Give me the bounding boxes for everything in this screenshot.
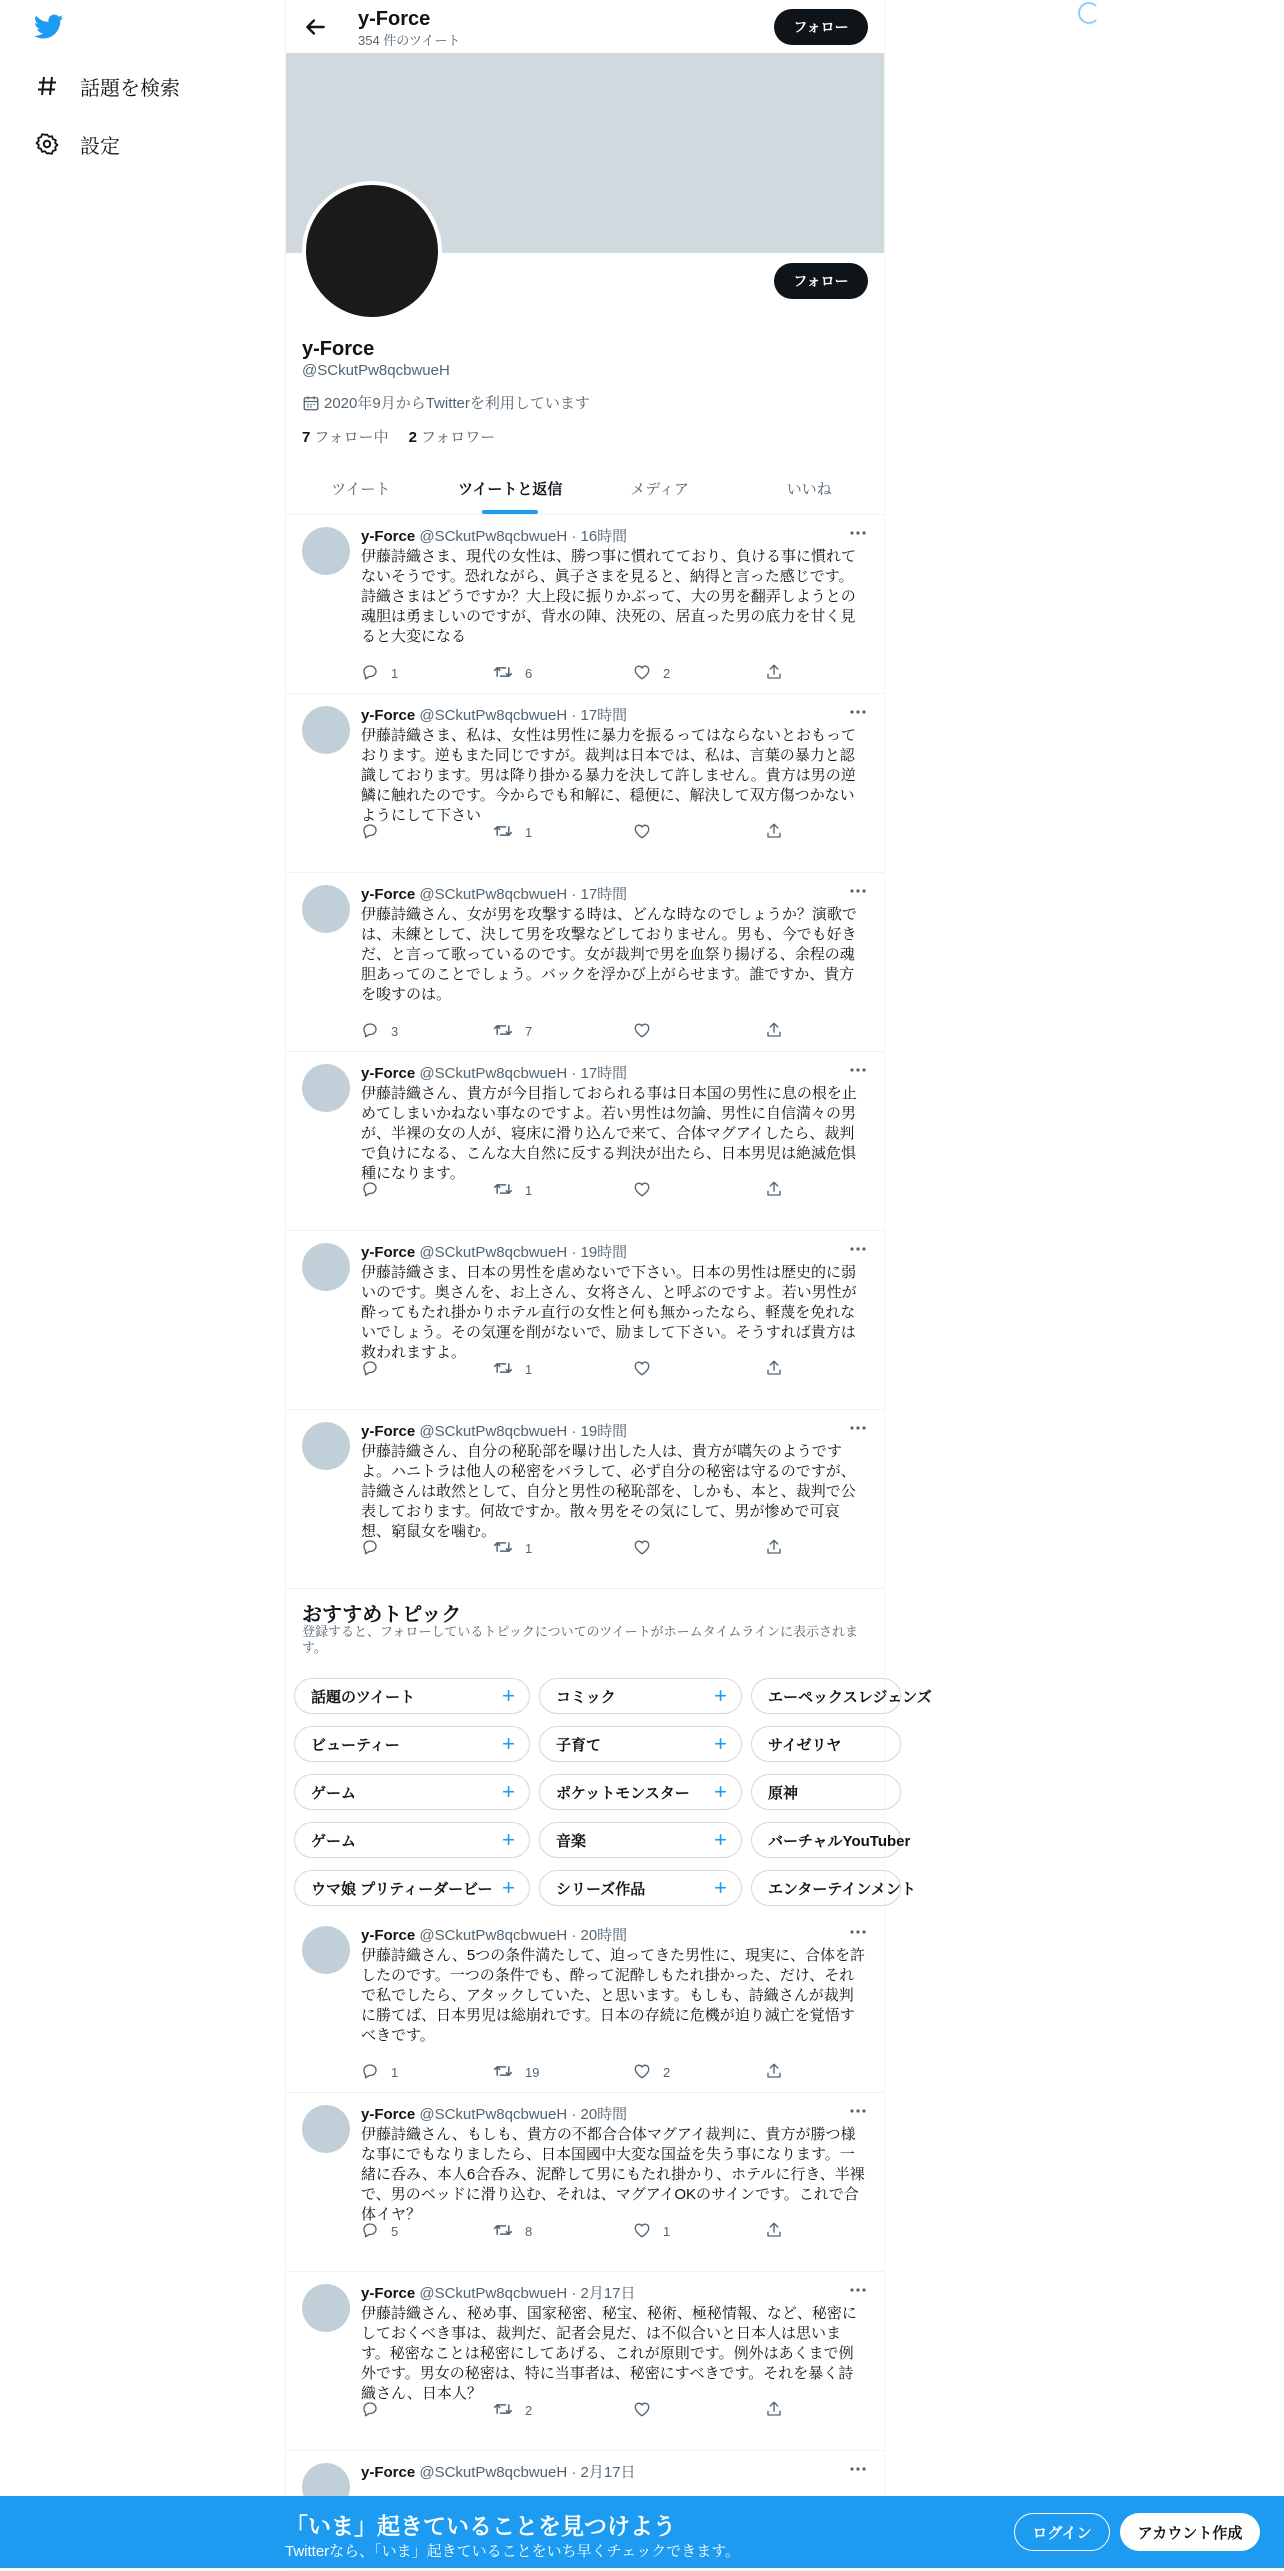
retweet-button[interactable] [493,2062,539,2083]
tweet-avatar[interactable] [302,1422,350,1470]
like-button[interactable] [633,1359,663,1380]
share-button[interactable] [765,1538,795,1559]
signup-subline: Twitterなら、「いま」起きていることをいち早くチェックできます。 [285,2543,741,2560]
topic-chip-label: ウマ娘 プリティーダービー [311,1880,493,1898]
profile-joined-text: 2020年9月からTwitterを利用しています [324,395,590,412]
retweet-count: 7 [525,1024,533,1039]
like-icon [633,2062,663,2083]
tweet-author-name[interactable]: y-Force [361,1244,416,1261]
profile-handle: @SCkutPw8qcbwueH [302,362,450,379]
tweet-text: 伊藤詩織さま、日本の男性を虐めないで下さい。日本の男性は歴史的に弱いのです。奥さんを、お上さん、女将さん、と呼ぶのですよ。若い男性が酔ってもたれ掛かりホテル直行の女性と何も無かったなら、軽蔑を免れないでしょう。その気運を削がないで、励まして下さい。そうすれば貴方は救われますよ。 [361,1264,857,1361]
tweet-item[interactable] [286,1410,884,1589]
tweet-header [361,704,627,725]
signup-bar [0,2496,1284,2568]
profile-column [285,0,932,2568]
like-count: 2 [663,2065,671,2080]
tweet-meta[interactable]: @SCkutPw8qcbwueH · 19時間 [419,1244,628,1261]
tweet-actions [361,1359,791,1379]
tab-tweets-replies[interactable]: ツイートと返信 [436,462,586,514]
topic-chip[interactable] [294,1726,530,1762]
retweet-icon [493,1538,525,1559]
reply-button[interactable] [361,1359,391,1380]
topic-chip-label: 話題のツイート [311,1688,415,1706]
reply-icon [361,822,391,843]
tweet-item[interactable] [286,515,884,694]
topic-chip[interactable] [751,1822,911,1858]
tweet-author-name[interactable]: y-Force [361,707,416,724]
plus-icon[interactable]: + [714,1875,727,1900]
profile-follow-stats [302,426,515,447]
more-options-icon[interactable] [848,1922,868,1942]
reply-icon [361,2400,391,2421]
login-button[interactable]: ログイン [1014,2513,1110,2551]
like-icon [633,1021,663,1042]
topic-chip[interactable] [294,1870,530,1906]
tweet-author-name[interactable]: y-Force [361,2464,416,2481]
tweet-text: 伊藤詩織さま、現代の女性は、勝つ事に慣れてており、負ける事に慣れてないそうです。恐れながら、眞子さまを見ると、納得と言った感じです。詩織さまはどうですか？大上段に振りかぶって、大の男を翻弄しようとの魂胆は勇ましいのですが、背水の陣、決死の、居直った男の底力を甘く見ると大変になる [361,548,857,645]
tweet-avatar[interactable] [302,527,350,575]
tweet-header [361,2461,636,2482]
like-icon [633,663,663,684]
topic-chip[interactable] [751,1774,901,1810]
tweet-meta[interactable]: @SCkutPw8qcbwueH · 17時間 [419,707,628,724]
tweet-avatar[interactable] [302,2105,350,2153]
topic-chip-label: エンターテインメント [768,1880,916,1898]
following-count: 7 [302,429,311,446]
more-options-icon[interactable] [848,1060,868,1080]
tweet-text: 伊藤詩織さん、もしも、貴方の不都合合体マグアイ裁判に、貴方が勝つ様な事にでもなりましたら、日本国國中大変な国益を失う事になります。一緒に呑み、本人6合呑み、泥酔して男にもたれ掛かり、ホテルに行き、半裸で、男のベッドに滑り込む、それは、マグアイOKのサインです。これで合体イヤ？ [361,2126,865,2223]
tweet-text: 伊藤詩織さん、秘め事、国家秘密、秘宝、秘術、極秘情報、など、秘密にしておくべき事は、裁判だ、記者会見だ、は不似合いと日本人は思います。秘密なことは秘密にしてあげる、これが原則です。例外はあくまで例外です。男女の秘密は、特に当事者は、秘密にすべきです。それを暴く詩織さん、日本人？ [361,2305,857,2402]
topic-chip-label: シリーズ作品 [556,1880,646,1898]
more-options-icon[interactable] [848,1418,868,1438]
signup-headline: 「いま」起きていることを見つけよう [285,2513,676,2539]
topic-chip[interactable] [751,1870,916,1906]
retweet-count: 1 [525,1183,533,1198]
tweet-meta[interactable]: @SCkutPw8qcbwueH · 19時間 [419,1423,628,1440]
following-link[interactable] [302,426,389,447]
topic-chip[interactable] [294,1774,530,1810]
retweet-count: 19 [525,2065,540,2080]
reply-count: 1 [391,2065,399,2080]
plus-icon[interactable]: + [502,1731,515,1756]
header-name: y-Force [358,8,431,30]
share-icon [765,2221,795,2242]
share-button[interactable] [765,2400,795,2421]
tweet-author-name[interactable]: y-Force [361,1065,416,1082]
topic-chip-label: ポケットモンスター [556,1784,690,1802]
tweet-actions [361,1538,791,1558]
share-button[interactable] [765,2062,795,2083]
more-options-icon[interactable] [848,2280,868,2300]
share-icon [765,2062,795,2083]
twitter-logo-icon[interactable] [34,14,64,40]
retweet-icon [493,2221,525,2242]
tweet-author-name[interactable]: y-Force [361,2285,416,2302]
reply-icon [361,1021,391,1042]
tweet-header [361,883,627,904]
retweet-button[interactable] [493,1180,532,1201]
profile-tabs [286,462,884,515]
tweet-header [361,1924,627,1945]
reply-icon [361,2062,391,2083]
like-button[interactable] [633,2062,670,2083]
like-icon [633,1538,663,1559]
like-button[interactable] [633,1180,663,1201]
share-button[interactable] [765,822,795,843]
like-icon [633,1359,663,1380]
tweet-meta[interactable]: @SCkutPw8qcbwueH · 17時間 [419,1065,628,1082]
tweet-meta[interactable]: @SCkutPw8qcbwueH · 20時間 [419,1927,628,1944]
tweet-text: 伊藤詩織さん、女が男を攻撃する時は、どんな時なのでしょうか？演歌では、未練として、決して男を攻撃などしておりません。男も、今でも好きだ、と言って歌っているのです。女が裁判で男を血祭り揚げる、余程の魂胆あってのことでしょう。バックを浮かび上がらせます。誰ですか、貴方を唆すのは。 [361,906,857,1003]
tweet-text: 伊藤詩織さん、貴方が今目指しておられる事は日本国の男性に息の根を止めてしまいかねない事なのですよ。若い男性は勿論、男性に自信満々の男が、半裸の女の人が、寝床に滑り込んで来て、合体マグアイしたら、裁判で負けになる、こんな大自然に反する判決が出たら、日本男児は絶滅危惧種になります。 [361,1085,857,1182]
tweet-avatar[interactable] [302,1064,350,1112]
retweet-icon [493,1180,525,1201]
topic-chip[interactable] [294,1822,530,1858]
retweet-icon [493,663,525,684]
retweet-button[interactable] [493,2400,532,2421]
more-options-icon[interactable] [848,1239,868,1259]
reply-button[interactable] [361,822,391,843]
more-options-icon[interactable] [848,2459,868,2479]
tweet-actions [361,1021,791,1041]
plus-icon[interactable]: + [502,1875,515,1900]
signup-button[interactable]: アカウント作成 [1120,2513,1260,2551]
profile-joined [302,392,590,413]
tweet-meta[interactable]: @SCkutPw8qcbwueH · 20時間 [419,2106,628,2123]
tweet-meta[interactable]: @SCkutPw8qcbwueH · 17時間 [419,886,628,903]
topic-chip-label: 子育て [556,1736,602,1754]
plus-icon[interactable]: + [714,1779,727,1804]
plus-icon[interactable]: + [714,1683,727,1708]
gear-icon [34,131,60,157]
followers-link[interactable] [409,426,496,447]
tweet-actions [361,2062,791,2082]
like-count: 1 [663,2224,671,2239]
reply-icon [361,663,391,684]
topics-subtitle: 登録すると、フォローしているトピックについてのツイートがホームタイムラインに表示されます。 [302,1624,859,1655]
reply-count: 3 [391,1024,399,1039]
followers-count: 2 [408,429,417,446]
topic-chip-label: エーペックスレジェンズ [768,1688,932,1706]
reply-button[interactable] [361,2221,398,2242]
tweet-item[interactable] [286,694,884,873]
profile-follow-button[interactable]: フォロー [774,263,868,299]
like-button[interactable] [633,2400,663,2421]
reply-button[interactable] [361,1538,391,1559]
header-follow-button[interactable]: フォロー [774,9,868,45]
retweet-count: 6 [525,666,533,681]
retweet-icon [493,1359,525,1380]
plus-icon[interactable]: + [502,1827,515,1852]
tweet-actions [361,822,791,842]
calendar-icon [302,394,320,412]
nav-settings-label: 設定 [80,135,120,158]
retweet-icon [493,1021,525,1042]
topic-chip[interactable] [751,1678,932,1714]
more-options-icon[interactable] [848,881,868,901]
share-button[interactable] [765,1021,795,1042]
back-arrow-icon[interactable] [302,14,328,40]
header-tweet-count: 354 件のツイート [358,33,461,48]
tweet-avatar[interactable] [302,885,350,933]
tweet-text: 伊藤詩織さん、自分の秘恥部を曝け出した人は、貴方が嚆矢のようですよ。ハニトラは他人の秘密をバラして、必ず自分の秘密は守るのですが、詩織さんは敢然として、自分と男性の秘恥部を、しかも、本と、裁判で公表しております。何故ですか。散々男をその気にして、男が惨めで可哀想、窮鼠女を噛む。 [361,1443,856,1540]
like-icon [633,2221,663,2242]
reply-button[interactable] [361,2400,391,2421]
more-options-icon[interactable] [848,2101,868,2121]
topic-chip[interactable] [539,1678,742,1714]
profile-header-bar [286,0,884,53]
retweet-button[interactable] [493,1359,532,1380]
reply-count: 1 [391,666,399,681]
like-button[interactable] [633,1021,663,1042]
topic-chip-label: ゲーム [311,1832,357,1850]
tab-tweets[interactable]: ツイート [331,480,391,498]
like-button[interactable] [633,822,663,843]
hashtag-icon [34,73,60,99]
share-icon [765,822,795,843]
tweet-avatar[interactable] [302,1926,350,1974]
more-options-icon[interactable] [848,702,868,722]
retweet-button[interactable] [493,1021,532,1042]
reply-icon [361,1180,391,1201]
topic-chip-label: バーチャルYouTuber [768,1832,911,1850]
reply-icon [361,2221,391,2242]
tweet-item[interactable] [286,1052,884,1231]
topics-chips [286,1674,932,1914]
retweet-count: 1 [525,1541,533,1556]
profile-avatar[interactable] [302,181,442,321]
tweet-header [361,1062,627,1083]
followers-label: フォロワー [420,429,496,446]
like-count: 2 [663,666,671,681]
topic-chip[interactable] [539,1774,742,1810]
reply-button[interactable] [361,1021,398,1042]
tab-likes[interactable]: いいね [786,480,832,498]
tweet-author-name[interactable]: y-Force [361,886,416,903]
tweet-avatar[interactable] [302,706,350,754]
retweet-button[interactable] [493,663,532,684]
tweet-meta[interactable]: @SCkutPw8qcbwueH · 2月17日 [419,2464,636,2481]
tweet-author-name[interactable]: y-Force [361,528,416,545]
topic-chip[interactable] [294,1678,530,1714]
more-options-icon[interactable] [848,523,868,543]
share-icon [765,1359,795,1380]
reply-icon [361,1359,391,1380]
plus-icon[interactable]: + [502,1683,515,1708]
tweet-item[interactable] [286,1231,884,1410]
reply-count: 5 [391,2224,399,2239]
like-button[interactable] [633,1538,663,1559]
tweet-header [361,2282,636,2303]
tweet-author-name[interactable]: y-Force [361,2106,416,2123]
nav-explore-label: 話題を検索 [80,77,180,100]
retweet-icon [493,822,525,843]
topic-chip-label: ビューティー [311,1736,400,1754]
tweet-actions [361,2400,791,2420]
share-button[interactable] [765,1359,795,1380]
tweet-meta[interactable]: @SCkutPw8qcbwueH · 16時間 [419,528,628,545]
share-button[interactable] [765,2221,795,2242]
share-button[interactable] [765,1180,795,1201]
share-icon [765,1021,795,1042]
tweet-actions [361,663,791,683]
topics-title: おすすめトピック [302,1604,462,1626]
plus-icon[interactable]: + [502,1779,515,1804]
tweet-header [361,2103,627,2124]
loading-spinner-icon [1078,2,1100,24]
share-icon [765,2400,795,2421]
retweet-icon [493,2062,525,2083]
tweet-header [361,1420,627,1441]
tweet-header [361,1241,627,1262]
retweet-count: 8 [525,2224,533,2239]
share-button[interactable] [765,663,795,684]
tweet-item[interactable] [286,1914,884,2093]
tweet-author-name[interactable]: y-Force [361,1423,416,1440]
tweet-author-name[interactable]: y-Force [361,1927,416,1944]
tab-media[interactable]: メディア [630,480,690,498]
nav-explore[interactable] [34,66,180,106]
tweet-actions [361,1180,791,1200]
topic-chip-label: コミック [556,1688,616,1706]
like-icon [633,2400,663,2421]
tweet-item[interactable] [286,2093,884,2272]
tweet-avatar[interactable] [302,2284,350,2332]
reply-button[interactable] [361,2062,398,2083]
tweet-avatar[interactable] [302,1243,350,1291]
topic-chip-label: サイゼリヤ [768,1736,842,1754]
topic-chip[interactable] [539,1870,742,1906]
tweet-text: 伊藤詩織さん、5つの条件満たして、迫ってきた男性に、現実に、合体を許したのです。一つの条件でも、酔って泥酔しもたれ掛かった、だけ、それで私でしたら、アタックしていた、と思います。もしも、詩織さんが裁判に勝てば、日本男児は総崩れです。日本の存続に危機が迫り滅亡を覚悟すべきです。 [361,1947,865,2044]
topic-chip-label: 音楽 [556,1832,587,1850]
retweet-button[interactable] [493,2221,532,2242]
tweet-text: 伊藤詩織さま、私は、女性は男性に暴力を振るってはならないとおもっております。逆もまた同じですが。裁判は日本では、私は、言葉の暴力と認識しております。男は降り掛かる暴力を決して許しません。貴方は男の逆鱗に触れたのです。今からでも和解に、穏便に、解決して双方傷つかないようにして下さい [361,727,857,824]
reply-button[interactable] [361,1180,391,1201]
share-icon [765,1538,795,1559]
topic-chip-label: ゲーム [311,1784,357,1802]
plus-icon[interactable]: + [714,1827,727,1852]
topic-chip-label: 原神 [768,1784,799,1802]
retweet-count: 1 [525,825,533,840]
topic-chip[interactable] [539,1726,742,1762]
like-icon [633,1180,663,1201]
topic-chip[interactable] [539,1822,742,1858]
plus-icon[interactable]: + [714,1731,727,1756]
share-icon [765,663,795,684]
retweet-button[interactable] [493,1538,532,1559]
retweet-count: 1 [525,1362,533,1377]
following-label: フォロー中 [314,429,389,446]
tweet-item[interactable] [286,2272,884,2451]
tweet-header [361,525,627,546]
like-icon [633,822,663,843]
retweet-count: 2 [525,2403,533,2418]
tweet-item[interactable] [286,873,884,1052]
retweet-icon [493,2400,525,2421]
like-button[interactable] [633,663,670,684]
share-icon [765,1180,795,1201]
retweet-button[interactable] [493,822,532,843]
tweet-meta[interactable]: @SCkutPw8qcbwueH · 2月17日 [419,2285,636,2302]
profile-name: y-Force [302,338,375,360]
tweet-actions [361,2221,791,2241]
reply-button[interactable] [361,663,398,684]
reply-icon [361,1538,391,1559]
topic-chip[interactable] [751,1726,901,1762]
like-button[interactable] [633,2221,670,2242]
nav-settings[interactable] [34,124,120,164]
